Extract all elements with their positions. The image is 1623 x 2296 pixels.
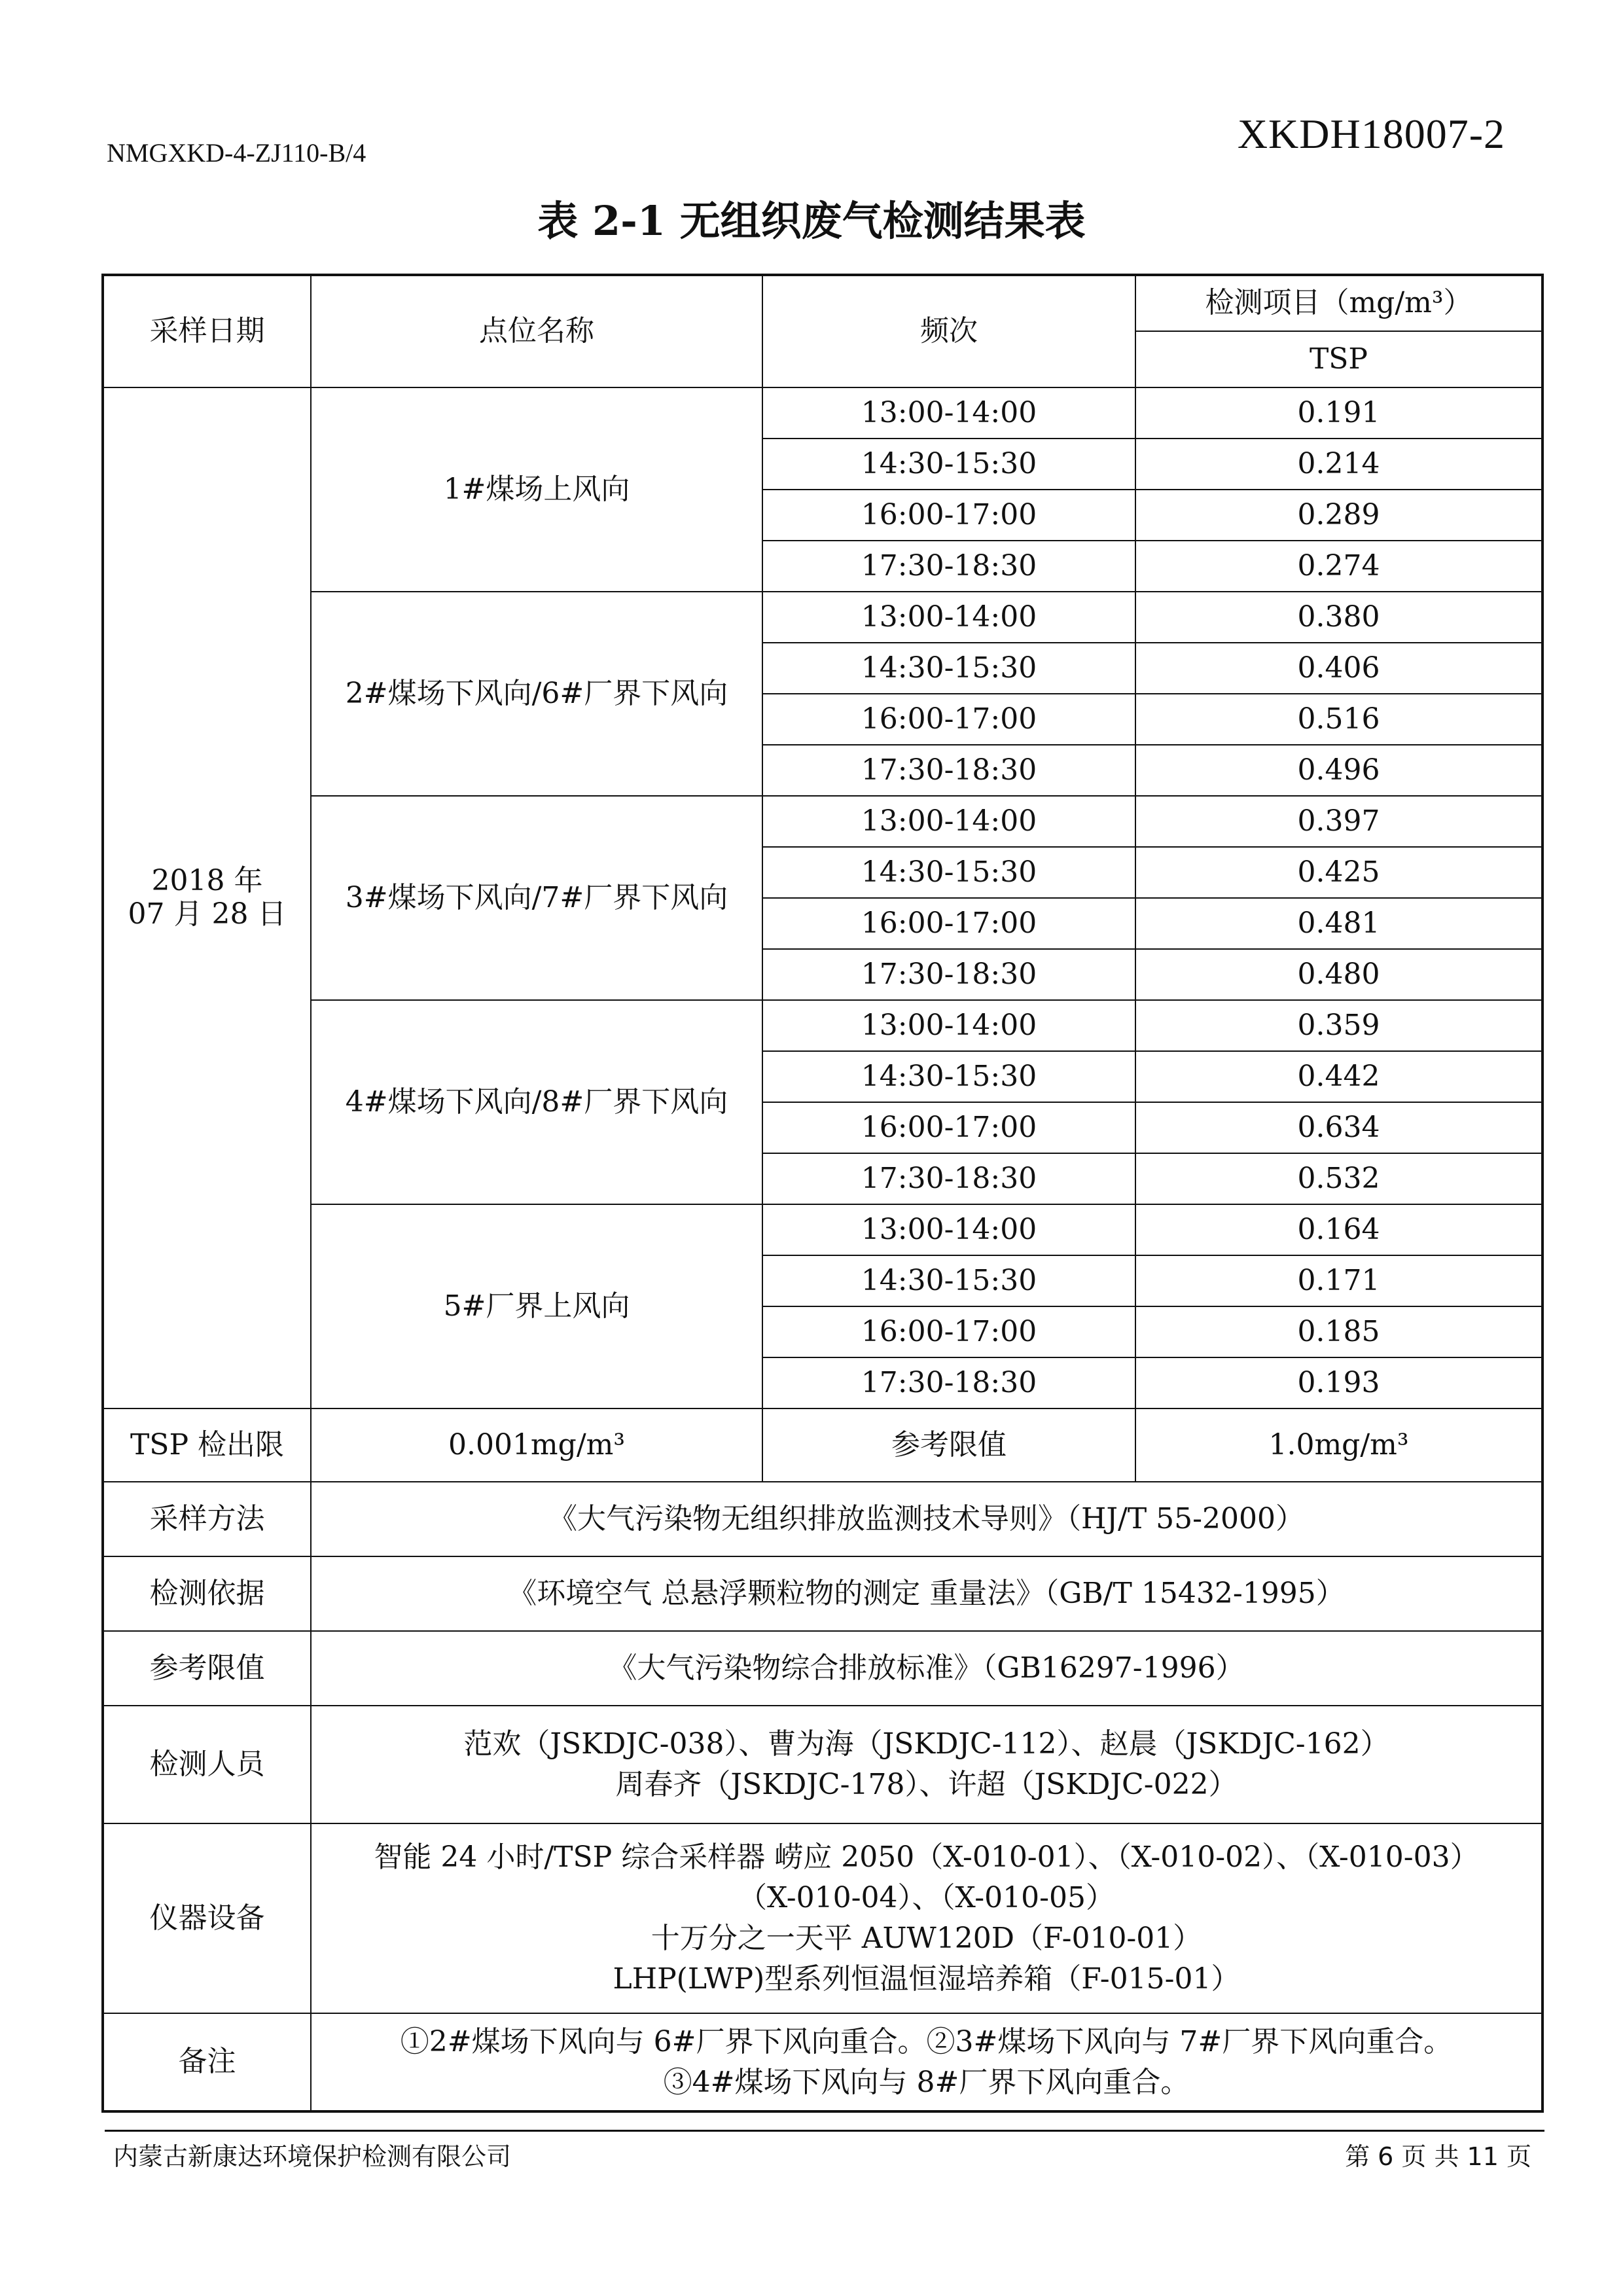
frequency-cell: 13:00-14:00 [762,1204,1135,1255]
table-row [103,1204,1543,1255]
frequency-cell: 14:30-15:30 [762,1255,1135,1306]
tsp-value-cell: 0.481 [1135,898,1543,949]
equipment-value-line: LHP(LWP)型系列恒温恒湿培养箱（F-015-01） [613,1962,1240,1996]
table-row [103,796,1543,847]
tsp-value-cell: 0.359 [1135,1000,1543,1051]
point-name-cell: 3#煤场下风向/7#厂界下风向 [311,796,762,1000]
tsp-value-cell: 0.214 [1135,439,1543,490]
frequency-cell: 16:00-17:00 [762,1102,1135,1153]
detect-limit-value: 0.001mg/m³ [311,1408,762,1482]
remarks-value-line: ①2#煤场下风向与 6#厂界下风向重合。②3#煤场下风向与 7#厂界下风向重合。 [400,2024,1453,2058]
table-row [103,592,1543,643]
reference-standard-value: 《大气污染物综合排放标准》（GB16297-1996） [311,1631,1543,1706]
detect-limit-label: TSP 检出限 [103,1408,311,1482]
frequency-cell: 13:00-14:00 [762,387,1135,439]
frequency-cell: 14:30-15:30 [762,643,1135,694]
equipment-value-line: （X-010-04）、（X-010-05） [738,1881,1115,1914]
frequency-cell: 13:00-14:00 [762,592,1135,643]
header-test-item: 检测项目（mg/m³） [1135,275,1543,331]
tsp-value-cell: 0.634 [1135,1102,1543,1153]
sampling-date-cell [103,387,311,1408]
footer-page-number: 第 6 页 共 11 页 [1345,2142,1531,2171]
staff-value-line: 范欢（JSKDJC-038）、曹为海（JSKDJC-112）、赵晨（JSKDJC-162） [463,1727,1389,1761]
tsp-value-cell: 0.406 [1135,643,1543,694]
sampling-date-line: 07 月 28 日 [128,897,287,931]
sampling-method-label: 采样方法 [103,1482,311,1556]
tsp-value-cell: 0.496 [1135,745,1543,796]
reference-standard-label: 参考限值 [103,1631,311,1706]
remarks-value-line: ③4#煤场下风向与 8#厂界下风向重合。 [663,2065,1190,2099]
sampling-method-value: 《大气污染物无组织排放监测技术导则》（HJ/T 55-2000） [311,1482,1543,1556]
tsp-value-cell: 0.171 [1135,1255,1543,1306]
remarks-value [311,2013,1543,2111]
document-code: NMGXKD-4-ZJ110-B/4 [107,138,366,168]
frequency-cell: 14:30-15:30 [762,439,1135,490]
frequency-cell: 13:00-14:00 [762,1000,1135,1051]
staff-row [103,1706,1543,1823]
frequency-cell: 16:00-17:00 [762,490,1135,541]
frequency-cell: 17:30-18:30 [762,541,1135,592]
frequency-cell: 17:30-18:30 [762,949,1135,1000]
frequency-cell: 16:00-17:00 [762,1306,1135,1357]
frequency-cell: 14:30-15:30 [762,1051,1135,1102]
header-frequency: 频次 [762,275,1135,387]
staff-value-line: 周春齐（JSKDJC-178）、许超（JSKDJC-022） [615,1768,1238,1801]
report-number: XKDH18007-2 [1237,111,1505,157]
tsp-value-cell: 0.274 [1135,541,1543,592]
frequency-cell: 17:30-18:30 [762,745,1135,796]
frequency-cell: 17:30-18:30 [762,1357,1135,1408]
equipment-row [103,1823,1543,2013]
sampling-date-line: 2018 年 [151,864,263,898]
reference-standard-row [103,1631,1543,1706]
table-row [103,1000,1543,1051]
reference-limit-value: 1.0mg/m³ [1135,1408,1543,1482]
frequency-cell: 16:00-17:00 [762,694,1135,745]
reference-limit-label: 参考限值 [762,1408,1135,1482]
tsp-value-cell: 0.442 [1135,1051,1543,1102]
tsp-value-cell: 0.193 [1135,1357,1543,1408]
tsp-value-cell: 0.397 [1135,796,1543,847]
point-name-cell: 1#煤场上风向 [311,387,762,592]
limit-row [103,1408,1543,1482]
tsp-value-cell: 0.425 [1135,847,1543,898]
header-tsp: TSP [1135,331,1543,387]
frequency-cell: 14:30-15:30 [762,847,1135,898]
test-basis-label: 检测依据 [103,1556,311,1631]
footer-company: 内蒙古新康达环境保护检测有限公司 [113,2142,512,2171]
sampling-method-row [103,1482,1543,1556]
staff-label: 检测人员 [103,1706,311,1823]
header-point-name: 点位名称 [311,275,762,387]
tsp-value-cell: 0.380 [1135,592,1543,643]
frequency-cell: 17:30-18:30 [762,1153,1135,1204]
tsp-value-cell: 0.532 [1135,1153,1543,1204]
table-row [103,387,1543,439]
remarks-label: 备注 [103,2013,311,2111]
point-name-cell: 2#煤场下风向/6#厂界下风向 [311,592,762,796]
remarks-row [103,2013,1543,2111]
tsp-value-cell: 0.516 [1135,694,1543,745]
header-sampling-date: 采样日期 [103,275,311,387]
equipment-label: 仪器设备 [103,1823,311,2013]
point-name-cell: 5#厂界上风向 [311,1204,762,1408]
test-basis-value: 《环境空气 总悬浮颗粒物的测定 重量法》（GB/T 15432-1995） [311,1556,1543,1631]
equipment-value-line: 智能 24 小时/TSP 综合采样器 崂应 2050（X-010-01）、（X-010-02）、（X-010-03） [374,1840,1479,1874]
page-title: 表 2-1 无组织废气检测结果表 [537,197,1086,245]
frequency-cell: 16:00-17:00 [762,898,1135,949]
equipment-value [311,1823,1543,2013]
staff-value [311,1706,1543,1823]
tsp-value-cell: 0.480 [1135,949,1543,1000]
footer-rule [105,2130,1544,2132]
tsp-value-cell: 0.289 [1135,490,1543,541]
frequency-cell: 13:00-14:00 [762,796,1135,847]
tsp-value-cell: 0.185 [1135,1306,1543,1357]
equipment-value-line: 十万分之一天平 AUW120D（F-010-01） [651,1922,1202,1955]
results-table [101,274,1544,2113]
tsp-value-cell: 0.191 [1135,387,1543,439]
tsp-value-cell: 0.164 [1135,1204,1543,1255]
point-name-cell: 4#煤场下风向/8#厂界下风向 [311,1000,762,1204]
test-basis-row [103,1556,1543,1631]
